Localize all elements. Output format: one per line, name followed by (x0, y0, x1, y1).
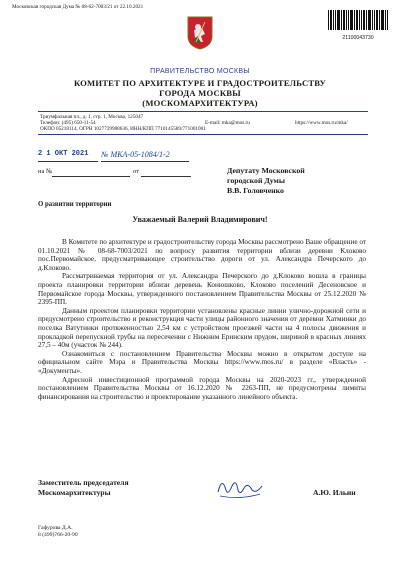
outgoing-number-stamp: № МКА-05-1084/1-2 (101, 150, 170, 159)
org-phone: Телефон: (495) 650-11-54 (40, 120, 96, 126)
subject-line: О развитии территории (38, 201, 112, 208)
reference-number-line (52, 176, 130, 177)
executor-name: Гафурова Д.А. (38, 525, 73, 531)
signatory-title-line2: Москомархитектуры (38, 487, 111, 497)
outgoing-date-stamp: 2 1 ОКТ 2021 (38, 150, 89, 158)
signatory-title-line1: Заместитель председателя (38, 478, 129, 487)
executor-block (38, 525, 78, 539)
paragraph-request: В Комитете по архитектуре и градостроительству города Москвы рассмотрено Ваше обращение от 01.10.2021 № 08-68-7003/2021 по вопросу развития территории вблизи деревни Клоково пос.Первомайское, предусматривающее строительство дороги от ул. Александра Печерского до д.Клоково. (38, 238, 366, 272)
government-title: ПРАВИТЕЛЬСТВО МОСКВЫ (150, 68, 250, 75)
reference-date-line (141, 176, 191, 177)
org-name-line3: (МОСКОМАРХИТЕКТУРА) (142, 98, 258, 108)
org-registration-codes: ОКПО 05218114, ОГРН 1027739908636, ИНН/КПП 7710145589/771001001 (40, 126, 206, 132)
barcode (328, 10, 388, 41)
barcode-bars (328, 10, 388, 30)
recipient-line2: городской Думы (227, 176, 285, 185)
signatory-name: А.Ю. Ильин (313, 488, 356, 497)
executor-phone: 8 (499)766-20-90 (38, 532, 78, 538)
org-address: Триумфальная пл., д. 1, стр. 1, Москва, 125047 (40, 114, 144, 120)
date-underline (38, 161, 98, 162)
org-website: https://www.mos.ru/mka/ (295, 120, 348, 126)
moscow-coat-of-arms-icon (187, 16, 213, 50)
number-underline (101, 161, 189, 162)
incoming-registration-note: Московская городская Дума № 08-62-7003/21 от 22.10.2021 (12, 4, 144, 10)
org-email: E-mail: mka@mos.ru (205, 120, 250, 126)
recipient-line1: Депутату Московской (227, 166, 305, 175)
paragraph-road-details: Данным проектом планировки территории установлены красные линии улично-дорожной сети и предусмотрено строительство и реконструкция части улицы районного значения от деревни Хатминки до поселка Ватутинки протяженностью 2,54 км с устройством проезжей части на 4 полосы движения и прокладкой перепускной трубы на пересечении с Нижним Еринским прудом, шириной в красных линиях 27,5 – 40м (участок № 244). (38, 306, 366, 350)
reference-number-label: на № (38, 168, 53, 175)
org-name-line2: ГОРОДА МОСКВЫ (159, 88, 241, 98)
letter-body (38, 238, 366, 401)
header-divider-bottom (38, 134, 368, 135)
paragraph-publication: Ознакомиться с постановлением Правительства Москвы можно в открытом доступе на официальном сайте Мэра и Правительства Москвы https://www.mos.ru/ в разделе «Власть» - «Документы». (38, 349, 366, 375)
paragraph-investment-program: Адресной инвестиционной программой города Москвы на 2020-2023 гг., утвержденной постановлением Правительства Москвы от 16.12.2020 № 2263-ПП, не предусмотрены лимиты финансирования на строительство и проектирование указанного линейного объекта. (38, 375, 366, 401)
handwritten-signature (214, 472, 266, 502)
recipient-line3: В.В. Головченко (227, 186, 284, 195)
reference-date-label: от (133, 168, 140, 175)
paragraph-planning-project: Рассматриваемая территория от ул. Александра Печерского до д.Клоково вошла в границы проекта планировки территории вблизи деревень Конюшково, Клоково поселений Десеновское и Первомайское города Москвы, утвержденного постановлением Правительства Москвы от 25.12.2020 № 2395-ПП. (38, 272, 366, 307)
barcode-number: 21100043730 (342, 35, 374, 41)
recipient-block (227, 166, 305, 196)
org-name-line1: КОМИТЕТ ПО АРХИТЕКТУРЕ И ГРАДОСТРОИТЕЛЬСТВУ (73, 78, 327, 88)
salutation: Уважаемый Валерий Владимирович! (132, 215, 268, 224)
header-divider-top (38, 111, 368, 112)
signatory-title (38, 478, 129, 497)
